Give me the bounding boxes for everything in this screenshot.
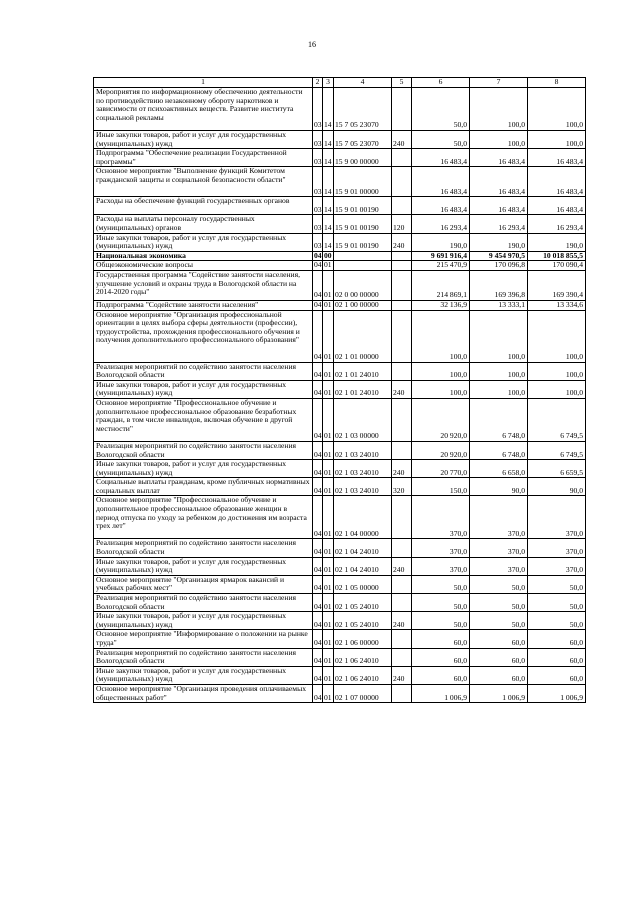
row-name-cell: Основное мероприятие "Организация ярмарок вакансий и учебных рабочих мест" (94, 575, 313, 593)
amount-year2-cell: 16 483,4 (470, 167, 528, 197)
header-cell: 5 (392, 78, 412, 88)
amount-year1-cell: 60,0 (412, 630, 470, 648)
expense-type-cell (392, 300, 412, 310)
amount-year3-cell: 100,0 (528, 380, 586, 398)
row-name-cell: Основное мероприятие "Организация проведения оплачиваемых общественных работ" (94, 684, 313, 702)
amount-year3-cell: 50,0 (528, 575, 586, 593)
section-code-cell: 04 (314, 300, 322, 309)
amount-year2-cell: 6 748,0 (470, 398, 528, 441)
expense-type-cell (392, 630, 412, 648)
section-code-cell: 03 (313, 149, 323, 167)
section-code-cell: 03 (313, 167, 323, 197)
table-row (94, 362, 586, 380)
table-row (94, 460, 586, 478)
table-row (94, 270, 586, 300)
row-name-cell: Расходы на обеспечение функций государственных органов (94, 197, 313, 215)
amount-year1-cell: 50,0 (412, 594, 470, 612)
expense-type-cell: 240 (392, 666, 412, 684)
amount-year3-cell: 16 483,4 (528, 197, 586, 215)
target-article-cell: 02 1 01 00000 (334, 310, 392, 362)
amount-year3-cell: 60,0 (528, 648, 586, 666)
subsection-code-cell: 14 (323, 167, 334, 197)
target-article-cell: 02 1 03 24010 (334, 460, 392, 478)
row-name-cell: Основное мероприятие "Информирование о положении на рынке труда" (94, 630, 313, 648)
expense-type-cell (392, 362, 412, 380)
header-cell: 7 (470, 78, 528, 88)
row-name-cell: Мероприятия по информационному обеспечению деятельности по противодействию незаконному обороту наркотиков и зависимости от психоактивных веществ. Развитие института социальной рекламы (94, 88, 313, 131)
amount-year3-cell: 16 293,4 (528, 215, 586, 233)
subsection-code-cell: 01 (323, 684, 334, 702)
amount-year3-cell: 170 090,4 (528, 261, 586, 271)
table-row (94, 441, 586, 459)
subsection-code-cell: 01 (323, 441, 334, 459)
amount-year1-cell: 150,0 (412, 478, 470, 496)
amount-year1-cell: 190,0 (412, 233, 470, 251)
section-code-cell: 04 (313, 594, 323, 612)
subsection-code-cell: 01 (323, 496, 334, 539)
section-code-cell: 04 (313, 648, 323, 666)
table-row (94, 300, 586, 310)
table-row (94, 496, 586, 539)
amount-year3-cell: 16 483,4 (528, 149, 586, 167)
expense-type-cell (392, 251, 412, 261)
table-row (94, 648, 586, 666)
row-name-cell: Основное мероприятие "Организация профессиональной ориентации в целях выбора сферы деятельности (профессии), трудоустройства, прохождения профессионального обучения и получения дополнительного профессионального образования" (94, 310, 313, 362)
amount-year2-cell: 6 748,0 (470, 441, 528, 459)
amount-year2-cell: 16 483,4 (470, 149, 528, 167)
amount-year3-cell: 100,0 (528, 88, 586, 131)
section-code-cell: 04 (313, 398, 323, 441)
row-name-cell: Иные закупки товаров, работ и услуг для государственных (муниципальных) нужд (94, 666, 313, 684)
section-code-cell: 04 (313, 666, 323, 684)
subsection-code-cell: 14 (323, 131, 334, 149)
subsection-code-cell: 01 (323, 380, 334, 398)
target-article-cell: 02 1 05 24010 (334, 612, 392, 630)
section-code-cell: 03 (313, 215, 323, 233)
target-article-cell: 02 1 05 00000 (334, 575, 392, 593)
amount-year2-cell: 190,0 (470, 233, 528, 251)
section-code-cell: 03 (313, 197, 323, 215)
amount-year1-cell: 50,0 (412, 575, 470, 593)
expense-type-cell (392, 261, 412, 271)
amount-year3-cell: 169 390,4 (528, 270, 586, 300)
amount-year2-cell: 370,0 (470, 539, 528, 557)
row-name-cell: Иные закупки товаров, работ и услуг для государственных (муниципальных) нужд (94, 557, 313, 575)
target-article-cell: 15 7 05 23070 (334, 88, 392, 131)
expense-type-cell (392, 270, 412, 300)
header-cell: 1 (94, 78, 313, 88)
target-article-cell: 02 1 03 24010 (334, 478, 392, 496)
target-article-cell: 02 1 06 24010 (334, 666, 392, 684)
expense-type-cell (392, 88, 412, 131)
amount-year3-cell: 90,0 (528, 478, 586, 496)
section-code-cell: 04 (313, 575, 323, 593)
section-code-cell: 04 (313, 441, 323, 459)
subsection-code-cell: 01 (323, 666, 334, 684)
row-name-cell: Реализация мероприятий по содействию занятости населения Вологодской области (94, 441, 313, 459)
table-row (94, 310, 586, 362)
amount-year1-cell: 16 483,4 (412, 149, 470, 167)
row-name-cell: Реализация мероприятий по содействию занятости населения Вологодской области (94, 362, 313, 380)
target-article-cell: 02 1 03 00000 (334, 398, 392, 441)
amount-year2-cell: 16 483,4 (470, 197, 528, 215)
amount-year1-cell: 20 770,0 (412, 460, 470, 478)
row-name-cell: Основное мероприятие "Профессиональное обучение и дополнительное профессиональное образование женщин в период отпуска по уходу за ребенком до достижения им возраста трех лет" (94, 496, 313, 539)
target-article-cell (334, 261, 392, 271)
table-row (94, 380, 586, 398)
section-code-cell: 03 (313, 233, 323, 251)
amount-year3-cell: 13 334,6 (528, 300, 586, 310)
expense-type-cell (392, 310, 412, 362)
table-row (94, 557, 586, 575)
target-article-cell: 02 1 03 24010 (334, 441, 392, 459)
section-code-cell: 04 (313, 557, 323, 575)
table-row (94, 251, 586, 261)
header-cell: 4 (334, 78, 392, 88)
amount-year2-cell: 50,0 (470, 612, 528, 630)
subsection-code-cell: 14 (323, 197, 334, 215)
amount-year3-cell: 190,0 (528, 233, 586, 251)
amount-year2-cell: 50,0 (470, 594, 528, 612)
expense-type-cell (392, 167, 412, 197)
section-code-cell: 04 (313, 270, 323, 300)
table-row (94, 539, 586, 557)
amount-year2-cell: 169 396,8 (470, 270, 528, 300)
amount-year2-cell: 100,0 (470, 362, 528, 380)
amount-year3-cell: 50,0 (528, 594, 586, 612)
amount-year3-cell: 50,0 (528, 612, 586, 630)
target-article-cell: 15 9 01 00000 (334, 167, 392, 197)
amount-year2-cell: 370,0 (470, 557, 528, 575)
subsection-code-cell: 14 (323, 149, 334, 167)
expense-type-cell (392, 594, 412, 612)
target-article-cell: 02 1 04 24010 (334, 539, 392, 557)
amount-year1-cell: 370,0 (412, 557, 470, 575)
subsection-code-cell: 01 (323, 648, 334, 666)
expense-type-cell (392, 441, 412, 459)
amount-year1-cell: 50,0 (412, 612, 470, 630)
expense-type-cell (392, 197, 412, 215)
section-code-cell: 04 (314, 251, 322, 260)
amount-year1-cell: 20 920,0 (412, 398, 470, 441)
target-article-cell: 02 1 04 00000 (334, 496, 392, 539)
subsection-code-cell: 01 (323, 612, 334, 630)
target-article-cell: 02 1 00 00000 (334, 300, 392, 310)
target-article-cell: 02 1 04 24010 (334, 557, 392, 575)
subsection-code-cell: 01 (323, 630, 334, 648)
table-row (94, 612, 586, 630)
table-row (94, 478, 586, 496)
amount-year3-cell: 370,0 (528, 496, 586, 539)
amount-year2-cell: 100,0 (470, 88, 528, 131)
target-article-cell: 15 9 01 00190 (334, 197, 392, 215)
amount-year2-cell: 13 333,1 (470, 300, 528, 310)
table-row (94, 215, 586, 233)
amount-year2-cell: 170 096,8 (470, 261, 528, 271)
target-article-cell: 02 0 00 00000 (334, 270, 392, 300)
amount-year1-cell: 100,0 (412, 362, 470, 380)
budget-table (93, 77, 586, 703)
expense-type-cell (392, 149, 412, 167)
amount-year1-cell: 1 006,9 (412, 684, 470, 702)
expense-type-cell: 240 (392, 557, 412, 575)
table-row (94, 88, 586, 131)
amount-year1-cell: 100,0 (412, 380, 470, 398)
row-name-cell: Иные закупки товаров, работ и услуг для государственных (муниципальных) нужд (94, 612, 313, 630)
table-row (94, 398, 586, 441)
amount-year2-cell: 9 454 970,5 (470, 251, 528, 261)
table-row (94, 261, 586, 271)
row-name-cell: Подпрограмма "Содействие занятости населения" (94, 300, 313, 310)
header-cell: 8 (528, 78, 586, 88)
subsection-code-cell: 14 (323, 88, 334, 131)
table-row (94, 630, 586, 648)
subsection-code-cell: 01 (324, 300, 332, 309)
subsection-code-cell: 14 (323, 215, 334, 233)
subsection-code-cell: 01 (323, 478, 334, 496)
amount-year1-cell: 32 136,9 (412, 300, 470, 310)
amount-year1-cell: 60,0 (412, 648, 470, 666)
table-row (94, 666, 586, 684)
row-name-cell: Иные закупки товаров, работ и услуг для государственных (муниципальных) нужд (94, 233, 313, 251)
header-cell: 2 (313, 78, 323, 88)
table-row (94, 594, 586, 612)
row-name-cell: Реализация мероприятий по содействию занятости населения Вологодской области (94, 594, 313, 612)
page-number: 16 (308, 40, 316, 49)
section-code-cell: 04 (313, 362, 323, 380)
amount-year2-cell: 100,0 (470, 310, 528, 362)
target-article-cell: 02 1 06 24010 (334, 648, 392, 666)
amount-year1-cell: 370,0 (412, 496, 470, 539)
subsection-code-cell: 01 (323, 575, 334, 593)
table-row (94, 167, 586, 197)
subsection-code-cell: 01 (323, 460, 334, 478)
target-article-cell (334, 251, 392, 261)
row-name-cell: Иные закупки товаров, работ и услуг для государственных (муниципальных) нужд (94, 460, 313, 478)
subsection-code-cell: 00 (324, 251, 332, 260)
amount-year3-cell: 10 018 855,5 (528, 251, 586, 261)
amount-year1-cell: 100,0 (412, 310, 470, 362)
target-article-cell: 15 9 01 00190 (334, 215, 392, 233)
amount-year1-cell: 50,0 (412, 88, 470, 131)
section-code-cell: 03 (313, 88, 323, 131)
subsection-code-cell: 01 (323, 594, 334, 612)
row-name-cell: Иные закупки товаров, работ и услуг для государственных (муниципальных) нужд (94, 380, 313, 398)
row-name-cell: Реализация мероприятий по содействию занятости населения Вологодской области (94, 648, 313, 666)
amount-year1-cell: 60,0 (412, 666, 470, 684)
amount-year2-cell: 16 293,4 (470, 215, 528, 233)
amount-year2-cell: 100,0 (470, 380, 528, 398)
row-name-cell: Иные закупки товаров, работ и услуг для государственных (муниципальных) нужд (94, 131, 313, 149)
expense-type-cell (392, 648, 412, 666)
amount-year1-cell: 214 869,1 (412, 270, 470, 300)
amount-year1-cell: 370,0 (412, 539, 470, 557)
amount-year2-cell: 60,0 (470, 648, 528, 666)
section-code-cell: 04 (313, 380, 323, 398)
subsection-code-cell: 01 (324, 260, 332, 270)
amount-year2-cell: 6 658,0 (470, 460, 528, 478)
amount-year1-cell: 215 470,9 (412, 261, 470, 271)
amount-year2-cell: 90,0 (470, 478, 528, 496)
amount-year3-cell: 16 483,4 (528, 167, 586, 197)
row-name-cell: Реализация мероприятий по содействию занятости населения Вологодской области (94, 539, 313, 557)
header-cell: 3 (323, 78, 334, 88)
amount-year1-cell: 16 483,4 (412, 167, 470, 197)
target-article-cell: 15 9 00 00000 (334, 149, 392, 167)
section-code-cell: 04 (313, 630, 323, 648)
header-cell: 6 (412, 78, 470, 88)
amount-year3-cell: 100,0 (528, 131, 586, 149)
expense-type-cell: 240 (392, 131, 412, 149)
row-name-cell: Общеэкономические вопросы (94, 261, 313, 271)
amount-year3-cell: 370,0 (528, 539, 586, 557)
section-code-cell: 04 (313, 612, 323, 630)
table-row (94, 684, 586, 702)
amount-year1-cell: 9 691 916,4 (412, 251, 470, 261)
subsection-code-cell: 01 (323, 398, 334, 441)
subsection-code-cell: 01 (323, 310, 334, 362)
amount-year3-cell: 100,0 (528, 362, 586, 380)
table-row (94, 197, 586, 215)
amount-year1-cell: 50,0 (412, 131, 470, 149)
amount-year3-cell: 6 659,5 (528, 460, 586, 478)
expense-type-cell (392, 684, 412, 702)
amount-year3-cell: 6 749,5 (528, 441, 586, 459)
amount-year2-cell: 100,0 (470, 131, 528, 149)
expense-type-cell: 240 (392, 380, 412, 398)
amount-year2-cell: 60,0 (470, 666, 528, 684)
expense-type-cell: 240 (392, 233, 412, 251)
row-name-cell: Расходы на выплаты персоналу государственных (муниципальных) органов (94, 215, 313, 233)
amount-year1-cell: 20 920,0 (412, 441, 470, 459)
expense-type-cell: 120 (392, 215, 412, 233)
amount-year1-cell: 16 293,4 (412, 215, 470, 233)
section-code-cell: 03 (313, 131, 323, 149)
header-row (94, 78, 586, 88)
target-article-cell: 02 1 06 00000 (334, 630, 392, 648)
expense-type-cell: 320 (392, 478, 412, 496)
amount-year3-cell: 1 006,9 (528, 684, 586, 702)
row-name-cell: Национальная экономика (94, 251, 313, 261)
amount-year3-cell: 6 749,5 (528, 398, 586, 441)
section-code-cell: 04 (313, 539, 323, 557)
expense-type-cell (392, 539, 412, 557)
amount-year2-cell: 50,0 (470, 575, 528, 593)
table-row (94, 233, 586, 251)
subsection-code-cell: 01 (323, 539, 334, 557)
amount-year2-cell: 1 006,9 (470, 684, 528, 702)
subsection-code-cell: 01 (323, 557, 334, 575)
amount-year2-cell: 370,0 (470, 496, 528, 539)
section-code-cell: 04 (313, 684, 323, 702)
amount-year3-cell: 370,0 (528, 557, 586, 575)
amount-year2-cell: 60,0 (470, 630, 528, 648)
target-article-cell: 02 1 01 24010 (334, 362, 392, 380)
target-article-cell: 15 9 01 00190 (334, 233, 392, 251)
target-article-cell: 02 1 01 24010 (334, 380, 392, 398)
section-code-cell: 04 (313, 496, 323, 539)
subsection-code-cell: 14 (323, 233, 334, 251)
target-article-cell: 02 1 07 00000 (334, 684, 392, 702)
amount-year3-cell: 60,0 (528, 630, 586, 648)
target-article-cell: 02 1 05 24010 (334, 594, 392, 612)
target-article-cell: 15 7 05 23070 (334, 131, 392, 149)
expense-type-cell (392, 398, 412, 441)
row-name-cell: Государственная программа "Содействие занятости населения, улучшение условий и охраны труда в Вологодской области на 2014-2020 годы" (94, 270, 313, 300)
expense-type-cell: 240 (392, 612, 412, 630)
row-name-cell: Социальные выплаты гражданам, кроме публичных нормативных социальных выплат (94, 478, 313, 496)
row-name-cell: Подпрограмма "Обеспечение реализации Государственной программы" (94, 149, 313, 167)
expense-type-cell (392, 575, 412, 593)
section-code-cell: 04 (313, 478, 323, 496)
table-row (94, 149, 586, 167)
subsection-code-cell: 01 (323, 270, 334, 300)
amount-year1-cell: 16 483,4 (412, 197, 470, 215)
section-code-cell: 04 (313, 460, 323, 478)
section-code-cell: 04 (313, 310, 323, 362)
amount-year3-cell: 100,0 (528, 310, 586, 362)
table-row (94, 131, 586, 149)
table-row (94, 575, 586, 593)
expense-type-cell (392, 496, 412, 539)
row-name-cell: Основное мероприятие "Выполнение функций Комитетом гражданской защиты и социальной безопасности области" (94, 167, 313, 197)
section-code-cell: 04 (314, 260, 322, 270)
amount-year3-cell: 60,0 (528, 666, 586, 684)
row-name-cell: Основное мероприятие "Профессиональное обучение и дополнительное профессиональное образование безработных граждан, в том числе инвалидов, включая обучение в другой местности" (94, 398, 313, 441)
expense-type-cell: 240 (392, 460, 412, 478)
subsection-code-cell: 01 (323, 362, 334, 380)
